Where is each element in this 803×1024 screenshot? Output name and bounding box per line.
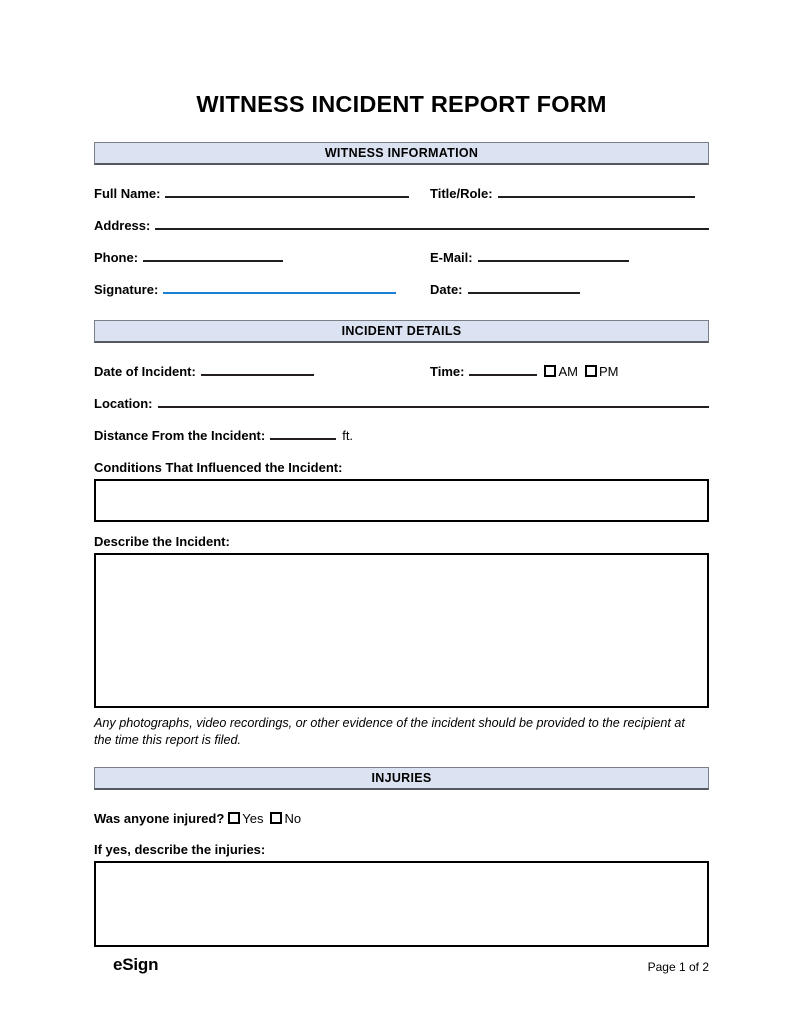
am-label: AM: [558, 363, 578, 379]
section-banner-injuries: [94, 767, 709, 790]
row-phone-email: [94, 251, 709, 264]
field-date-of-incident: [94, 365, 430, 378]
pm-checkbox[interactable]: [585, 365, 597, 377]
distance-unit-label: ft.: [342, 427, 354, 443]
injured-no-label: No: [284, 810, 302, 826]
field-date: [430, 283, 709, 296]
section-banner-injuries-label: INJURIES: [371, 770, 432, 785]
field-time: [430, 365, 709, 378]
email-input[interactable]: [478, 260, 629, 262]
address-label: Address:: [94, 217, 151, 233]
full-name-label: Full Name:: [94, 185, 161, 201]
full-name-input[interactable]: [165, 196, 409, 198]
address-input[interactable]: [155, 228, 709, 230]
signature-label: Signature:: [94, 281, 159, 297]
injured-yes-label: Yes: [242, 810, 264, 826]
section-banner-witness-information: [94, 142, 709, 165]
row-address: [94, 219, 709, 232]
date-input[interactable]: [468, 292, 580, 294]
row-name-title: [94, 187, 709, 200]
field-phone: [94, 251, 430, 264]
row-distance: [94, 429, 709, 442]
section-banner-incident-details: [94, 320, 709, 343]
distance-input[interactable]: [270, 438, 336, 440]
section-banner-witness-information-label: WITNESS INFORMATION: [324, 145, 479, 160]
row-injured-question: [94, 812, 709, 825]
row-date-time: [94, 365, 709, 378]
evidence-note: Any photographs, video recordings, or other evidence of the incident should be provided to the recipient at the time this report is filed.: [94, 715, 685, 747]
time-label: Time:: [430, 363, 465, 379]
section-banner-incident-details-label: INCIDENT DETAILS: [341, 323, 462, 338]
row-signature-date: [94, 283, 709, 296]
page-footer: [0, 955, 803, 995]
email-label: E-Mail:: [430, 249, 473, 265]
am-checkbox[interactable]: [544, 365, 556, 377]
field-signature: [94, 283, 430, 296]
injured-yes-checkbox[interactable]: [228, 812, 240, 824]
title-role-label: Title/Role:: [430, 185, 493, 201]
time-input[interactable]: [469, 374, 537, 376]
signature-input[interactable]: [163, 292, 396, 294]
conditions-textarea[interactable]: [94, 479, 709, 522]
page-number: Page 1 of 2: [647, 960, 709, 974]
distance-label: Distance From the Incident:: [94, 427, 266, 443]
describe-incident-textarea[interactable]: [94, 553, 709, 708]
location-label: Location:: [94, 395, 153, 411]
injured-question-label: Was anyone injured?: [94, 810, 225, 826]
describe-incident-label: Describe the Incident:: [94, 533, 230, 549]
esign-brand-logo: eSign: [113, 955, 159, 974]
date-of-incident-input[interactable]: [201, 374, 314, 376]
field-full-name: [94, 187, 430, 200]
date-of-incident-label: Date of Incident:: [94, 363, 196, 379]
title-role-input[interactable]: [498, 196, 695, 198]
document-content: [94, 0, 709, 947]
row-location: [94, 397, 709, 410]
describe-injuries-textarea[interactable]: [94, 861, 709, 947]
field-email: [430, 251, 709, 264]
phone-input[interactable]: [143, 260, 283, 262]
field-title-role: [430, 187, 709, 200]
date-label: Date:: [430, 281, 463, 297]
location-input[interactable]: [158, 406, 710, 408]
pm-label: PM: [598, 363, 619, 379]
page-title: WITNESS INCIDENT REPORT FORM: [196, 91, 607, 117]
conditions-label: Conditions That Influenced the Incident:: [94, 459, 343, 475]
describe-injuries-label: If yes, describe the injuries:: [94, 841, 266, 857]
phone-label: Phone:: [94, 249, 139, 265]
injured-no-checkbox[interactable]: [270, 812, 282, 824]
